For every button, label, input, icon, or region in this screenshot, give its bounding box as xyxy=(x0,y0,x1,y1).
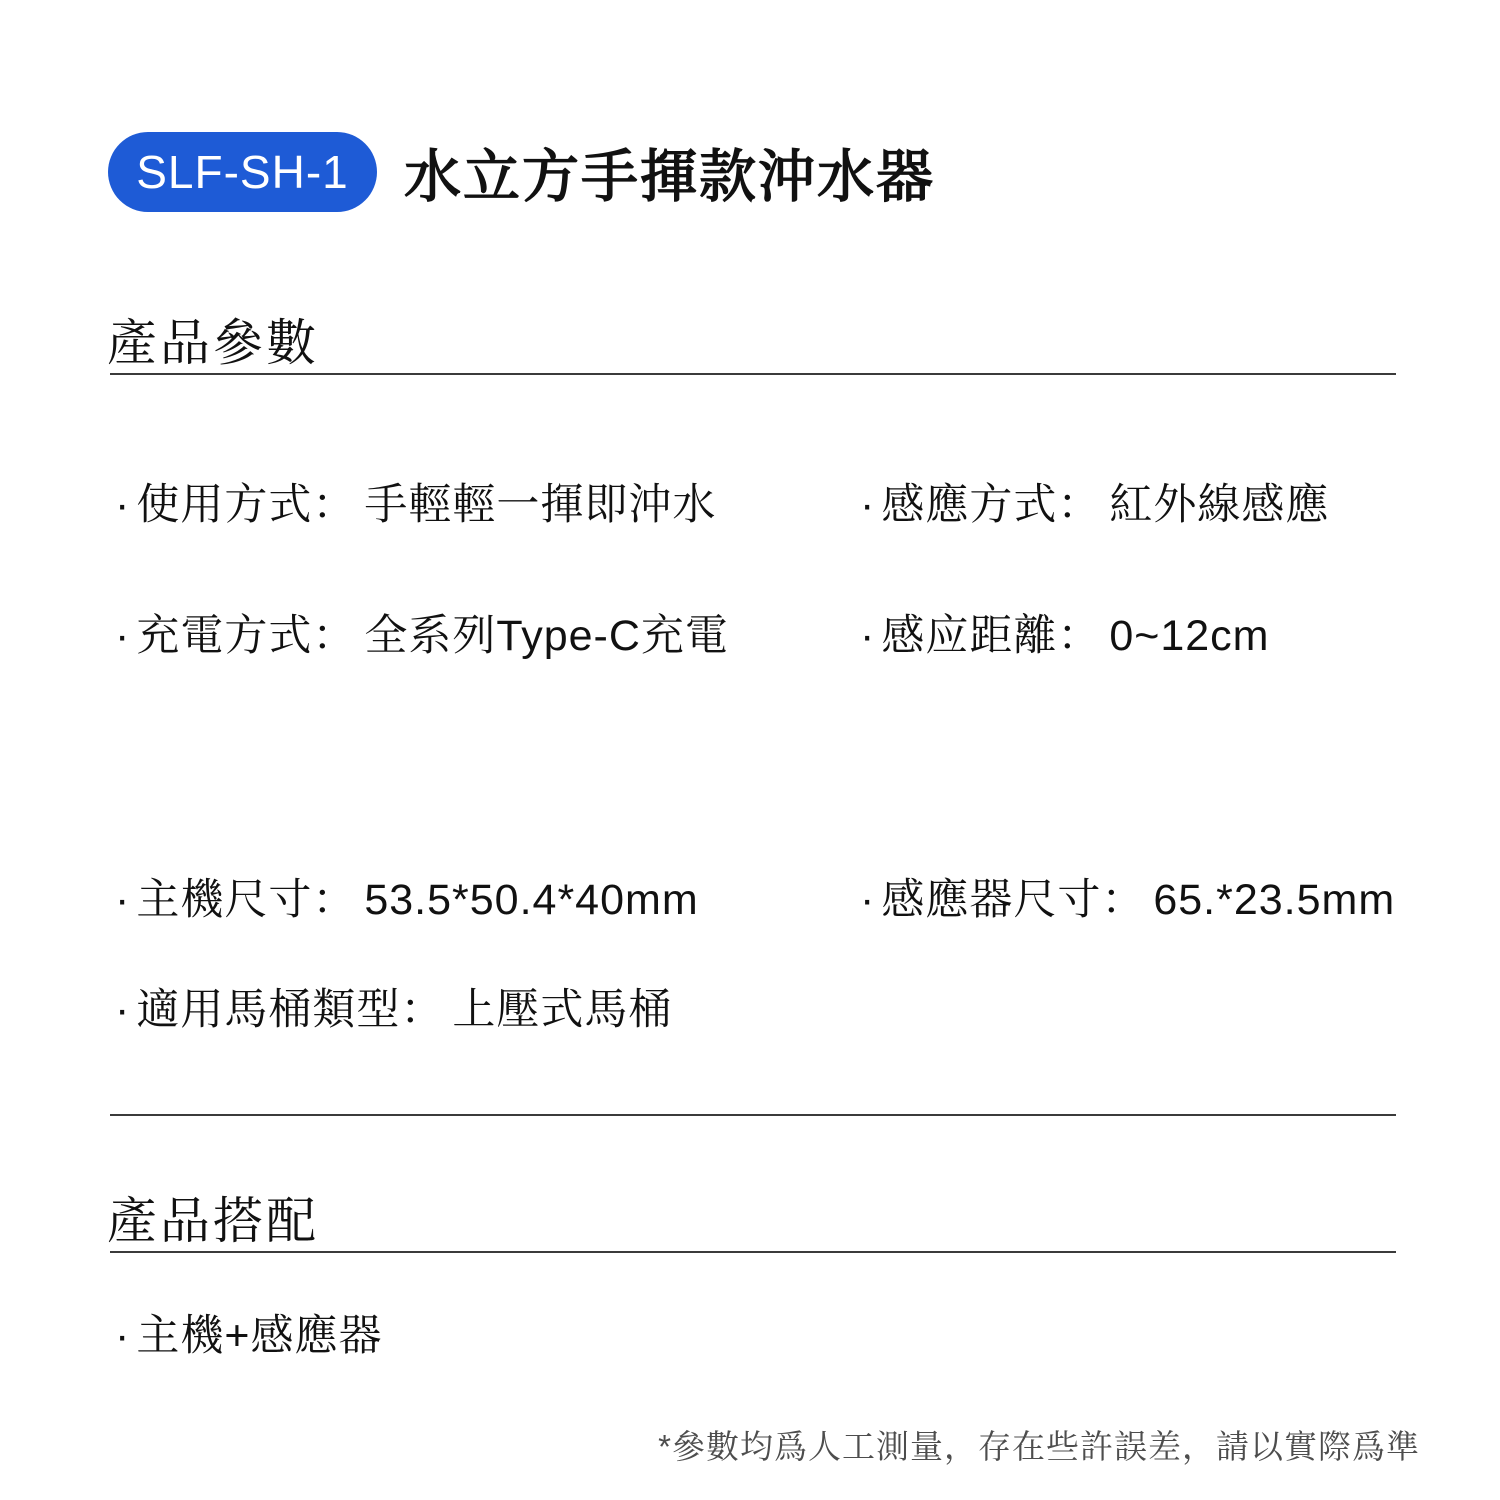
spec-label: 充電方式 xyxy=(136,612,313,660)
bullet-dot: · xyxy=(860,612,876,660)
bullet-dot: · xyxy=(115,876,131,924)
spec-label: 感應方式 xyxy=(881,481,1058,529)
spec-label: 主機尺寸 xyxy=(136,876,313,924)
colon: ： xyxy=(1101,876,1146,924)
bullet-dot: · xyxy=(115,481,131,529)
section-divider xyxy=(110,1114,1396,1116)
spec-value: 全系列Type-C充電 xyxy=(364,612,729,660)
pairing-item xyxy=(115,1312,382,1360)
page-title: 水立方手揮款沖水器 xyxy=(404,145,935,209)
spec-value: 53.5*50.4*40mm xyxy=(364,876,699,924)
spec-row-sensor-size xyxy=(860,876,1395,924)
colon: ： xyxy=(312,876,357,924)
colon: ： xyxy=(1057,481,1102,529)
spec-value: 65.*23.5mm xyxy=(1153,876,1396,924)
spec-value: 上壓式馬桶 xyxy=(452,986,673,1034)
spec-label: 使用方式 xyxy=(136,481,313,529)
spec-row-usage xyxy=(115,481,716,529)
spec-row-host-size xyxy=(115,876,699,924)
spec-value: 紅外線感應 xyxy=(1109,481,1330,529)
colon: ： xyxy=(312,481,357,529)
bullet-dot: · xyxy=(115,612,131,660)
spec-label: 感应距離 xyxy=(881,612,1058,660)
colon: ： xyxy=(312,612,357,660)
heading-underline xyxy=(110,1251,1396,1253)
bullet-dot: · xyxy=(115,986,131,1034)
spec-value: 0~12cm xyxy=(1109,612,1270,660)
spec-row-sensing-distance xyxy=(860,612,1270,660)
bullet-dot: · xyxy=(115,1312,131,1360)
colon: ： xyxy=(400,986,445,1034)
bullet-dot: · xyxy=(860,876,876,924)
spec-value: 手輕輕一揮即沖水 xyxy=(364,481,717,529)
heading-underline xyxy=(110,373,1396,375)
bullet-dot: · xyxy=(860,481,876,529)
spec-row-toilet-type xyxy=(115,986,672,1034)
spec-label: 感應器尺寸 xyxy=(881,876,1102,924)
section-heading-pairing: 產品搭配 xyxy=(107,1193,319,1249)
colon: ： xyxy=(1057,612,1102,660)
model-badge: SLF-SH-1 xyxy=(108,132,377,212)
section-heading-params: 產品參數 xyxy=(107,315,319,371)
footnote-disclaimer: *參數均爲人工測量，存在些許誤差，請以實際爲準 xyxy=(658,1428,1420,1465)
spec-row-charging xyxy=(115,612,729,660)
spec-label: 適用馬桶類型 xyxy=(136,986,401,1034)
spec-row-sensing-method xyxy=(860,481,1329,529)
pairing-item-label: 主機+感應器 xyxy=(136,1312,383,1360)
